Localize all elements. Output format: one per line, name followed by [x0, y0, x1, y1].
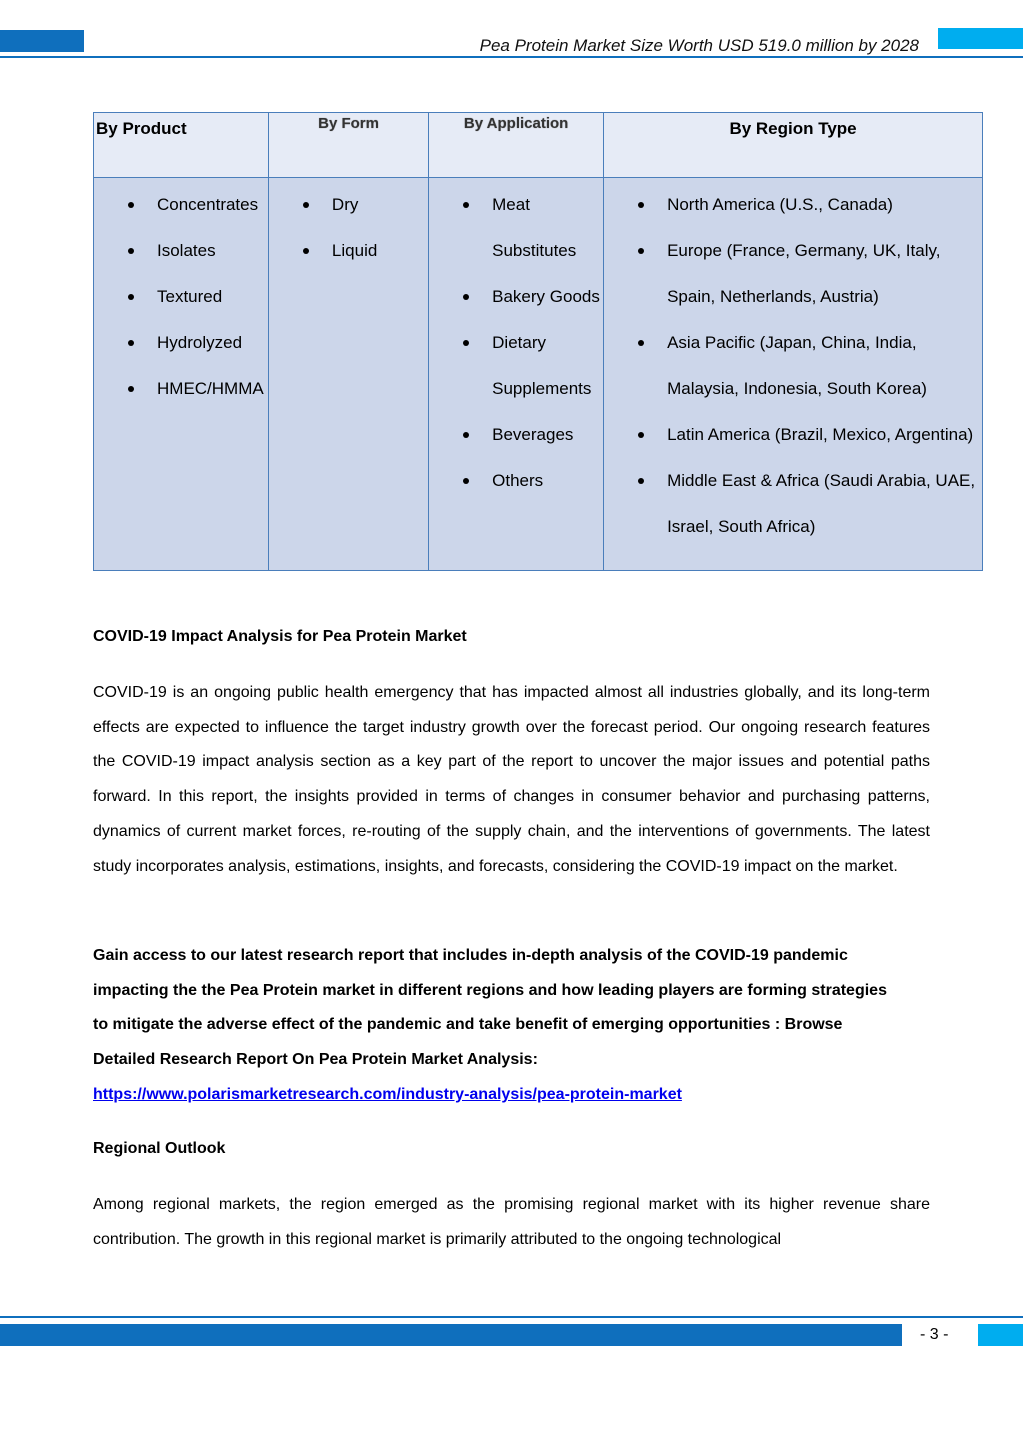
header-by-product: By Product — [94, 113, 269, 178]
bullet-icon — [638, 202, 644, 208]
bullet-icon — [463, 340, 469, 346]
page-number: - 3 - — [920, 1326, 949, 1343]
header-by-region: By Region Type — [604, 113, 983, 178]
list-item: Latin America (Brazil, Mexico, Argentina) — [604, 412, 982, 458]
header-by-form: By Form — [268, 113, 428, 178]
application-cell — [429, 178, 604, 571]
regional-paragraph: Among regional markets, the region emerged as the promising regional market with its higher revenue share contribution. The growth in this regional market is primarily attributed to the ongoing technological — [93, 1196, 930, 1248]
bullet-icon — [463, 478, 469, 484]
header-title: Pea Protein Market Size Worth USD 519.0 million by 2028 — [479, 36, 919, 55]
list-item: Asia Pacific (Japan, China, India, — [604, 320, 982, 366]
region-cell — [604, 178, 983, 571]
form-cell — [268, 178, 428, 571]
regional-heading: Regional Outlook — [93, 1140, 226, 1157]
cta-line: Detailed Research Report On Pea Protein Market Analysis: — [93, 1051, 538, 1069]
bullet-icon — [463, 432, 469, 438]
footer-rule — [0, 1316, 1023, 1318]
covid-paragraph: COVID-19 is an ongoing public health emergency that has impacted almost all industries globally, and its long-term effects are expected to influence the target industry growth over the forecast period. Our ongoing research features the COVID-19 impact analysis section as a key part of the report to uncover the major issues and potential paths forward. In this report, the insights provided in terms of changes in consumer behavior and purchasing patterns, dynamics of current market forces, re-routing of the supply chain, and the interventions of governments. The latest study incorporates analysis, estimations, insights, and forecasts, considering the COVID-19 impact on the market. — [93, 684, 930, 875]
bullet-icon — [638, 432, 644, 438]
header-accent-bar-right — [938, 28, 1023, 49]
list-item: HMEC/HMMA — [94, 366, 268, 412]
footer-accent-bar-right — [978, 1324, 1023, 1346]
segmentation-table — [93, 112, 983, 571]
header-accent-bar-left — [0, 30, 84, 52]
list-item: Others — [429, 458, 603, 504]
list-item-continuation: Malaysia, Indonesia, South Korea) — [667, 379, 927, 398]
list-item: Concentrates — [94, 182, 268, 228]
report-link[interactable]: https://www.polarismarketresearch.com/industry-analysis/pea-protein-market — [93, 1085, 682, 1103]
cta-line: impacting the the Pea Protein market in different regions and how leading players are forming strategies — [93, 981, 887, 999]
product-cell — [94, 178, 269, 571]
bullet-icon — [128, 202, 134, 208]
list-item: Middle East & Africa (Saudi Arabia, UAE, — [604, 458, 982, 504]
header-by-application: By Application — [429, 113, 604, 178]
bullet-icon — [128, 294, 134, 300]
list-item-continuation: Substitutes — [492, 241, 577, 260]
bullet-icon — [638, 478, 644, 484]
list-item-continuation: Supplements — [492, 379, 592, 398]
list-item: Bakery Goods — [429, 274, 603, 320]
header-rule — [0, 56, 1023, 58]
list-item: Dietary — [429, 320, 603, 366]
list-item: Meat — [429, 182, 603, 228]
cta-block — [93, 939, 930, 1113]
bullet-icon — [303, 202, 309, 208]
bullet-icon — [638, 340, 644, 346]
list-item: Hydrolyzed — [94, 320, 268, 366]
list-item-continuation: Israel, South Africa) — [667, 517, 816, 536]
bullet-icon — [303, 248, 309, 254]
list-item: North America (U.S., Canada) — [604, 182, 982, 228]
list-item: Textured — [94, 274, 268, 320]
list-item-continuation: Spain, Netherlands, Austria) — [667, 287, 879, 306]
cta-line: to mitigate the adverse effect of the pandemic and take benefit of emerging opportunities : Browse — [93, 1016, 843, 1034]
list-item: Liquid — [269, 228, 428, 274]
list-item: Dry — [269, 182, 428, 228]
bullet-icon — [638, 248, 644, 254]
bullet-icon — [128, 340, 134, 346]
bullet-icon — [128, 248, 134, 254]
bullet-icon — [463, 294, 469, 300]
cta-line: Gain access to our latest research report that includes in-depth analysis of the COVID-19 pandemic — [93, 947, 848, 964]
bullet-icon — [128, 386, 134, 392]
footer-accent-bar-left — [0, 1324, 902, 1346]
list-item: Isolates — [94, 228, 268, 274]
list-item: Europe (France, Germany, UK, Italy, — [604, 228, 982, 274]
bullet-icon — [463, 202, 469, 208]
covid-heading: COVID-19 Impact Analysis for Pea Protein Market — [93, 628, 467, 645]
list-item: Beverages — [429, 412, 603, 458]
